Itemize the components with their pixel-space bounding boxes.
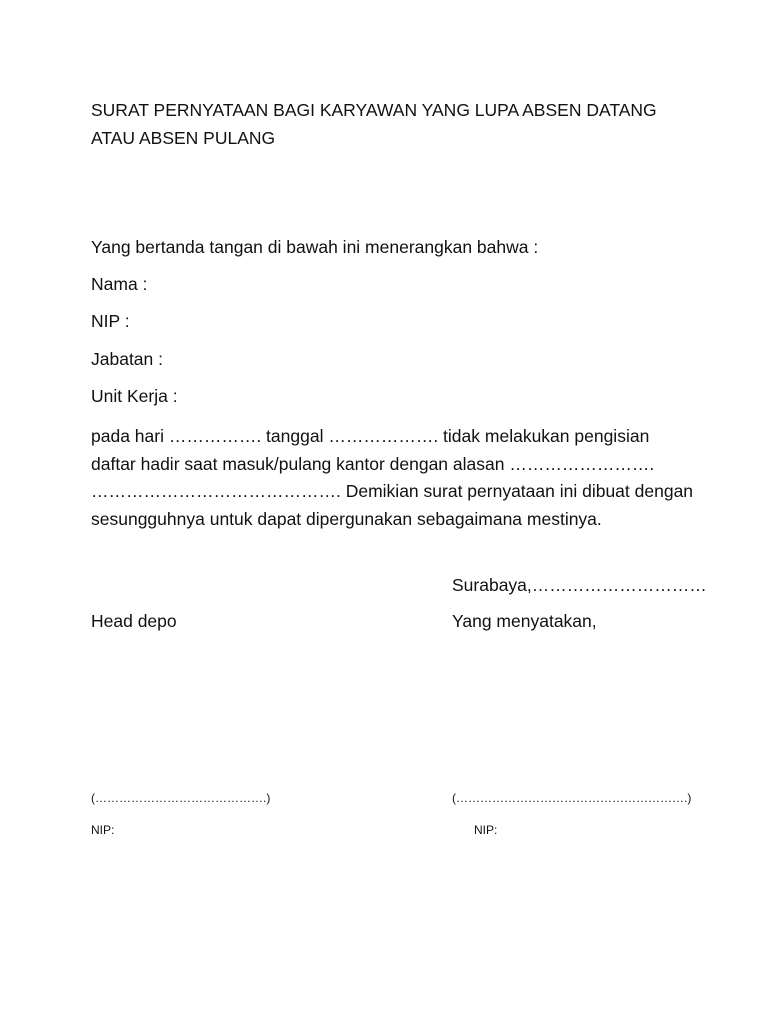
statement-line: daftar hadir saat masuk/pulang kantor dengan alasan …………………….: [91, 453, 655, 474]
statement-line: sesungguhnya untuk dapat dipergunakan sebagaimana mestinya.: [91, 508, 602, 529]
right-signer-role: Yang menyatakan,: [452, 611, 597, 631]
field-nama-label: Nama :: [91, 274, 148, 294]
field-jabatan-label: Jabatan :: [91, 349, 163, 369]
left-nip-label: NIP:: [91, 823, 115, 837]
statement-paragraph: [91, 423, 694, 533]
field-unit-kerja-label: Unit Kerja :: [91, 386, 178, 406]
place-date: Surabaya,…………………………: [452, 575, 707, 595]
document-title: SURAT PERNYATAAN BAGI KARYAWAN YANG LUPA ABSEN DATANG ATAU ABSEN PULANG: [91, 100, 657, 148]
statement-line: ……………………………………. Demikian surat pernyataan ini dibuat dengan: [91, 481, 694, 501]
field-nip-label: NIP :: [91, 311, 130, 331]
right-signature-line: (………………………………………………….): [452, 791, 692, 805]
intro-text: Yang bertanda tangan di bawah ini menerangkan bahwa :: [91, 237, 539, 257]
left-signer-role: Head depo: [91, 611, 177, 631]
statement-line: pada hari ……………. tanggal ………………. tidak melakukan pengisian: [91, 426, 650, 446]
right-nip-label: NIP:: [474, 823, 498, 837]
left-signature-line: (…………………………………….): [91, 791, 271, 805]
